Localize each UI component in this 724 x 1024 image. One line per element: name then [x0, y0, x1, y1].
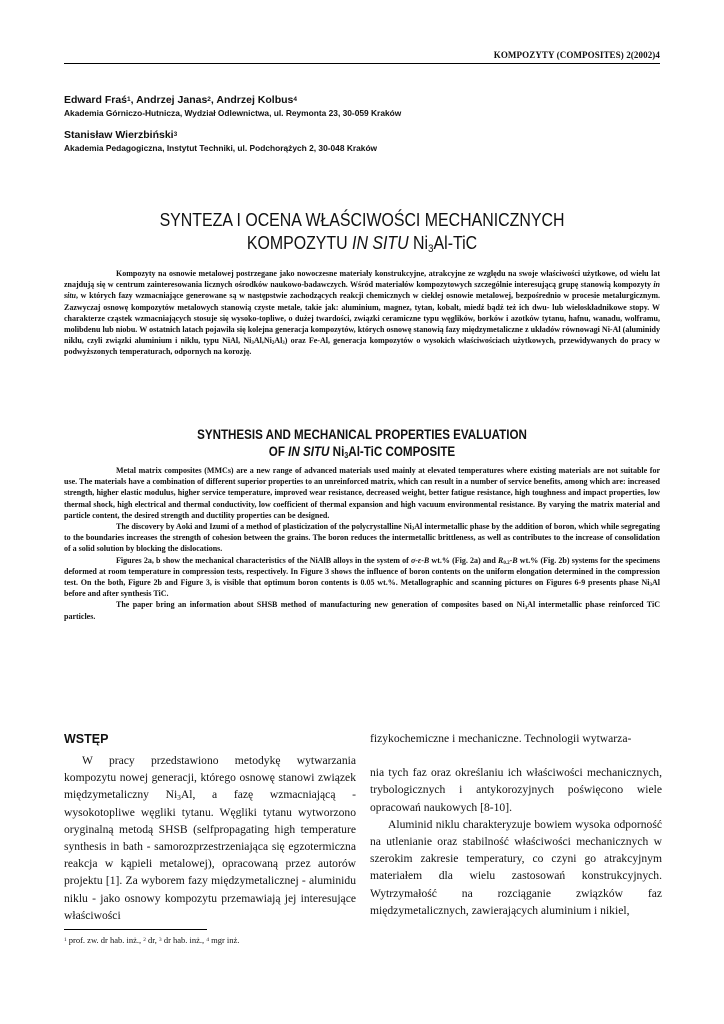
- title-english: SYNTHESIS AND MECHANICAL PROPERTIES EVALUATION OF IN SITU $Ni_3Al$-TiC COMPOSITE: [197, 427, 527, 461]
- author-names-1: Edward Fraś$^1$, Andrzej Janas$^2$, Andrzej Kolbus$^4$: [64, 94, 297, 106]
- abstract-english: Metal matrix composites (MMCs) are a new range of advanced materials used mainly at elevated temperatures where existing materials are not suitable for use. The materials have a combination of different superior properties to an unreinforced matrix, which can result in a number of service benefits, among which are: increased strength, higher elastic modulus, higher service temperature, improved wear resistance, decreased weight, better fatigue resistance, high toughness and impact properties, low thermal shock, high electrical and thermal conductivity, low coefficient of thermal expansion and high vacuum environmental resistance. By varying the matrix material and particle content, the desired strength and ductility properties can be designed. The discovery by Aoki and Izumi of a method of plasticization of the polycrystalline $Ni_3Al$ intermetallic phase by the addition of boron, which while segregating to the boundaries increases the strength of cohesion between the grains. The boron reduces the intermetallic brittleness, as well as contributes to the increase of consolidation of a solid solution by blocking the dislocations. Figures 2a, b show the mechanical characteristics of the NiAlB alloys in the system of σ-ε-B wt.% (Fig. 2a) and $R_{0.2}-B$ wt.% (Fig. 2b) systems for the specimens deformed at room temperature in compression tests, respectively. In Figure 3 shows the influence of boron contents on the uniform elongation determined in the compression test. On the both, Figure 2b and Figure 3, is visible that optimum boron contents is 0.05 wt.%. Metallographic and scanning pictures on Figures 6-9 presents phase $Ni_3Al$ before and after synthesis TiC. The paper bring an information about SHSB method of manufacturing new generation of composites based on $Ni_3Al$ intermetallic phase reinforced TiC particles.: [64, 466, 660, 621]
- journal-header: KOMPOZYTY (COMPOSITES) 2(2002)4: [493, 50, 660, 60]
- author-names-2: Stanisław Wierzbiński$^3$: [64, 129, 178, 141]
- authors-block: [64, 94, 664, 164]
- body-column-right: fizykochemiczne i mechaniczne. Technologii wytwarza- nia tych faz oraz określaniu ich właściwości mechanicznych, trybologicznych i antykorozyjnych poświęcono wiele opracowań naukowych [8-10]. Aluminid niklu charakteryzuje bowiem wysoka odporność na utlenianie oraz stabilność właściwości mechanicznych w szerokim zakresie temperatury, co czyni go atrakcyjnym materiałem dla wielu zastosowań konstrukcyjnych. Wytrzymałość na rozciąganie związków faz międzymetalicznych, zawierających aluminium i nikiel,: [370, 732, 662, 917]
- affiliation-1: Akademia Górniczo-Hutnicza, Wydział Odlewnictwa, ul. Reymonta 23, 30-059 Kraków: [64, 108, 402, 118]
- abstract-polish: Kompozyty na osnowie metalowej postrzegane jako nowoczesne materiały konstrukcyjne, atrakcyjne ze względu na swoje właściwości użytkowe, od wielu lat znajdują się w centrum zainteresowania licznych ośrodków naukowo-badawczych. Wśród materiałów kompozytowych szczególnie interesującą grupę stanowią kompozyty in situ, w których fazy wzmacniające generowane są w następstwie zachodzących reakcji chemicznych w ciekłej osnowie metalowej, bezpośrednio w procesie metalurgicznym. Zazwyczaj osnowę kompozytów metalowych stanowią czyste metale, takie jak: aluminium, magnez, tytan, kobalt, miedź bądź też ich dwu- lub wieloskładnikowe stopy. W charakterze cząstek wzmacniających stosuje się wysoko-topliwe, o dużej twardości, związki ceramiczne typu węglików, borków i azotków tytanu, hafnu, wanadu, wolframu, molibdenu lub niobu. W ostatnich latach pojawiła się kolejna generacja kompozytów, których osnowę stanowią fazy międzymetaliczne z układów równowagi Ni-Al (aluminidy niklu, czyli związki aluminium i niklu, typu NiAl, $Ni_3Al,Ni_2Al_3$) oraz Fe-Al, generacja kompozytów o wysokich właściwościach użytkowych, przewidywanych do pracy w podwyższonych temperaturach, odpornych na korozję.: [64, 269, 660, 357]
- affiliation-2: Akademia Pedagogiczna, Instytut Techniki, ul. Podchorążych 2, 30-048 Kraków: [64, 143, 378, 153]
- footnote-rule: [64, 929, 207, 930]
- body-column-left: W pracy przedstawiono metodykę wytwarzania kompozytu nowej generacji, którego osnowę stanowi związek międzymetaliczny $Ni_3Al$, a fazę wzmacniającą - wysokotopliwe węgliki tytanu. Węgliki tytanu wytworzono oryginalną metodą SHSB (selfpropagating high temperature synthesis in bath - samorozprzestrzeniająca się egzotermiczna reakcja w kąpieli metalowej), opracowaną przez autorów projektu [1]. Za wyborem fazy międzymetalicznej - aluminidu niklu - jako osnowy kompozytu przemawiają jej interesujące właściwości: [64, 754, 357, 922]
- footnote: $^1$ prof. zw. dr hab. inż., $^2$ dr, $^3$ dr hab. inż., $^4$ mgr inż.: [64, 935, 240, 945]
- title-polish: SYNTEZA I OCENA WŁAŚCIWOŚCI MECHANICZNYCH KOMPOZYTU IN SITU $Ni_3Al$-TiC: [159, 209, 565, 255]
- section-heading-wstep: WSTĘP: [64, 732, 109, 746]
- header-rule: [64, 63, 660, 64]
